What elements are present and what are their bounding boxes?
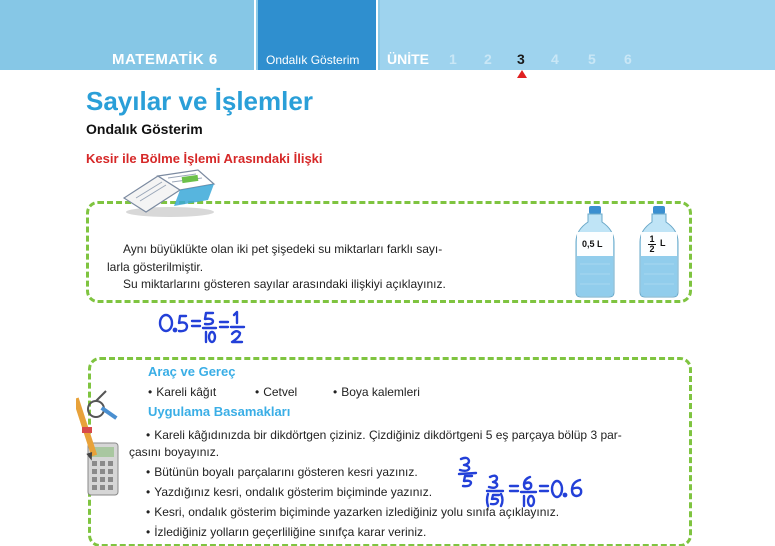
- section-title: Kesir ile Bölme İşlemi Arasındaki İlişki: [86, 151, 323, 166]
- bottle-2-denominator: 2: [649, 244, 655, 254]
- handwritten-equation-2: [484, 474, 590, 510]
- water-bottle-icon: [636, 206, 682, 298]
- calculator-tools-icon: [76, 387, 124, 499]
- step-item: • Bütünün boyalı parçalarını gösteren kesri yazınız.: [146, 465, 418, 479]
- step-item: • İzlediğiniz yolların geçerliliğine sınıfça karar veriniz.: [146, 525, 427, 539]
- problem-text: [107, 240, 503, 276]
- handwritten-equation-1: [158, 310, 250, 346]
- unit-tab-6[interactable]: 6: [624, 51, 632, 67]
- steps-heading: Uygulama Basamakları: [148, 404, 291, 419]
- bottle-1-label: 0,5 L: [582, 239, 603, 249]
- tools-heading: Araç ve Gereç: [148, 364, 236, 379]
- unit-tab-1[interactable]: 1: [449, 51, 457, 67]
- step-item-continued: çasını boyayınız.: [129, 445, 220, 459]
- tool-item: • Cetvel: [255, 385, 298, 399]
- active-unit-marker-icon: [517, 70, 527, 78]
- tool-item: • Kareli kâğıt: [148, 385, 217, 399]
- book-title: MATEMATİK 6: [112, 51, 218, 68]
- unit-tab-4[interactable]: 4: [551, 51, 559, 67]
- topic-tab[interactable]: Ondalık Gösterim: [266, 53, 360, 67]
- unit-tab-3[interactable]: 3: [517, 51, 525, 67]
- bottle-2-unit: L: [660, 238, 666, 248]
- unit-tab-2[interactable]: 2: [484, 51, 492, 67]
- header-unit-segment: [380, 0, 775, 70]
- unit-tab-5[interactable]: 5: [588, 51, 596, 67]
- problem-line-2: larla gösterilmiştir.: [107, 260, 204, 274]
- unit-label: ÜNİTE: [387, 51, 429, 67]
- bottle-2-numerator: 1: [649, 234, 655, 244]
- handwritten-fraction: [456, 456, 480, 488]
- open-book-icon: [118, 168, 218, 218]
- problem-question: Su miktarlarını gösteren sayılar arasındaki ilişkiyi açıklayınız.: [123, 277, 446, 291]
- step-item: • Kareli kâğıdınızda bir dikdörtgen çiziniz. Çizdiğiniz dikdörtgeni 5 eş parçaya bölüp 3 par-: [146, 428, 622, 442]
- problem-line-1: Aynı büyüklükte olan iki pet şişedeki su miktarları farklı sayı-: [123, 242, 443, 256]
- step-item: • Kesri, ondalık gösterim biçiminde yazarken izlediğiniz yolu sınıfa açıklayınız.: [146, 505, 560, 519]
- tool-item: • Boya kalemleri: [333, 385, 420, 399]
- page-title: Sayılar ve İşlemler: [86, 86, 313, 116]
- water-bottle-icon: [572, 206, 618, 298]
- page-subtitle: Ondalık Gösterim: [86, 121, 203, 137]
- step-item: • Yazdığınız kesri, ondalık gösterim biçiminde yazınız.: [146, 485, 433, 499]
